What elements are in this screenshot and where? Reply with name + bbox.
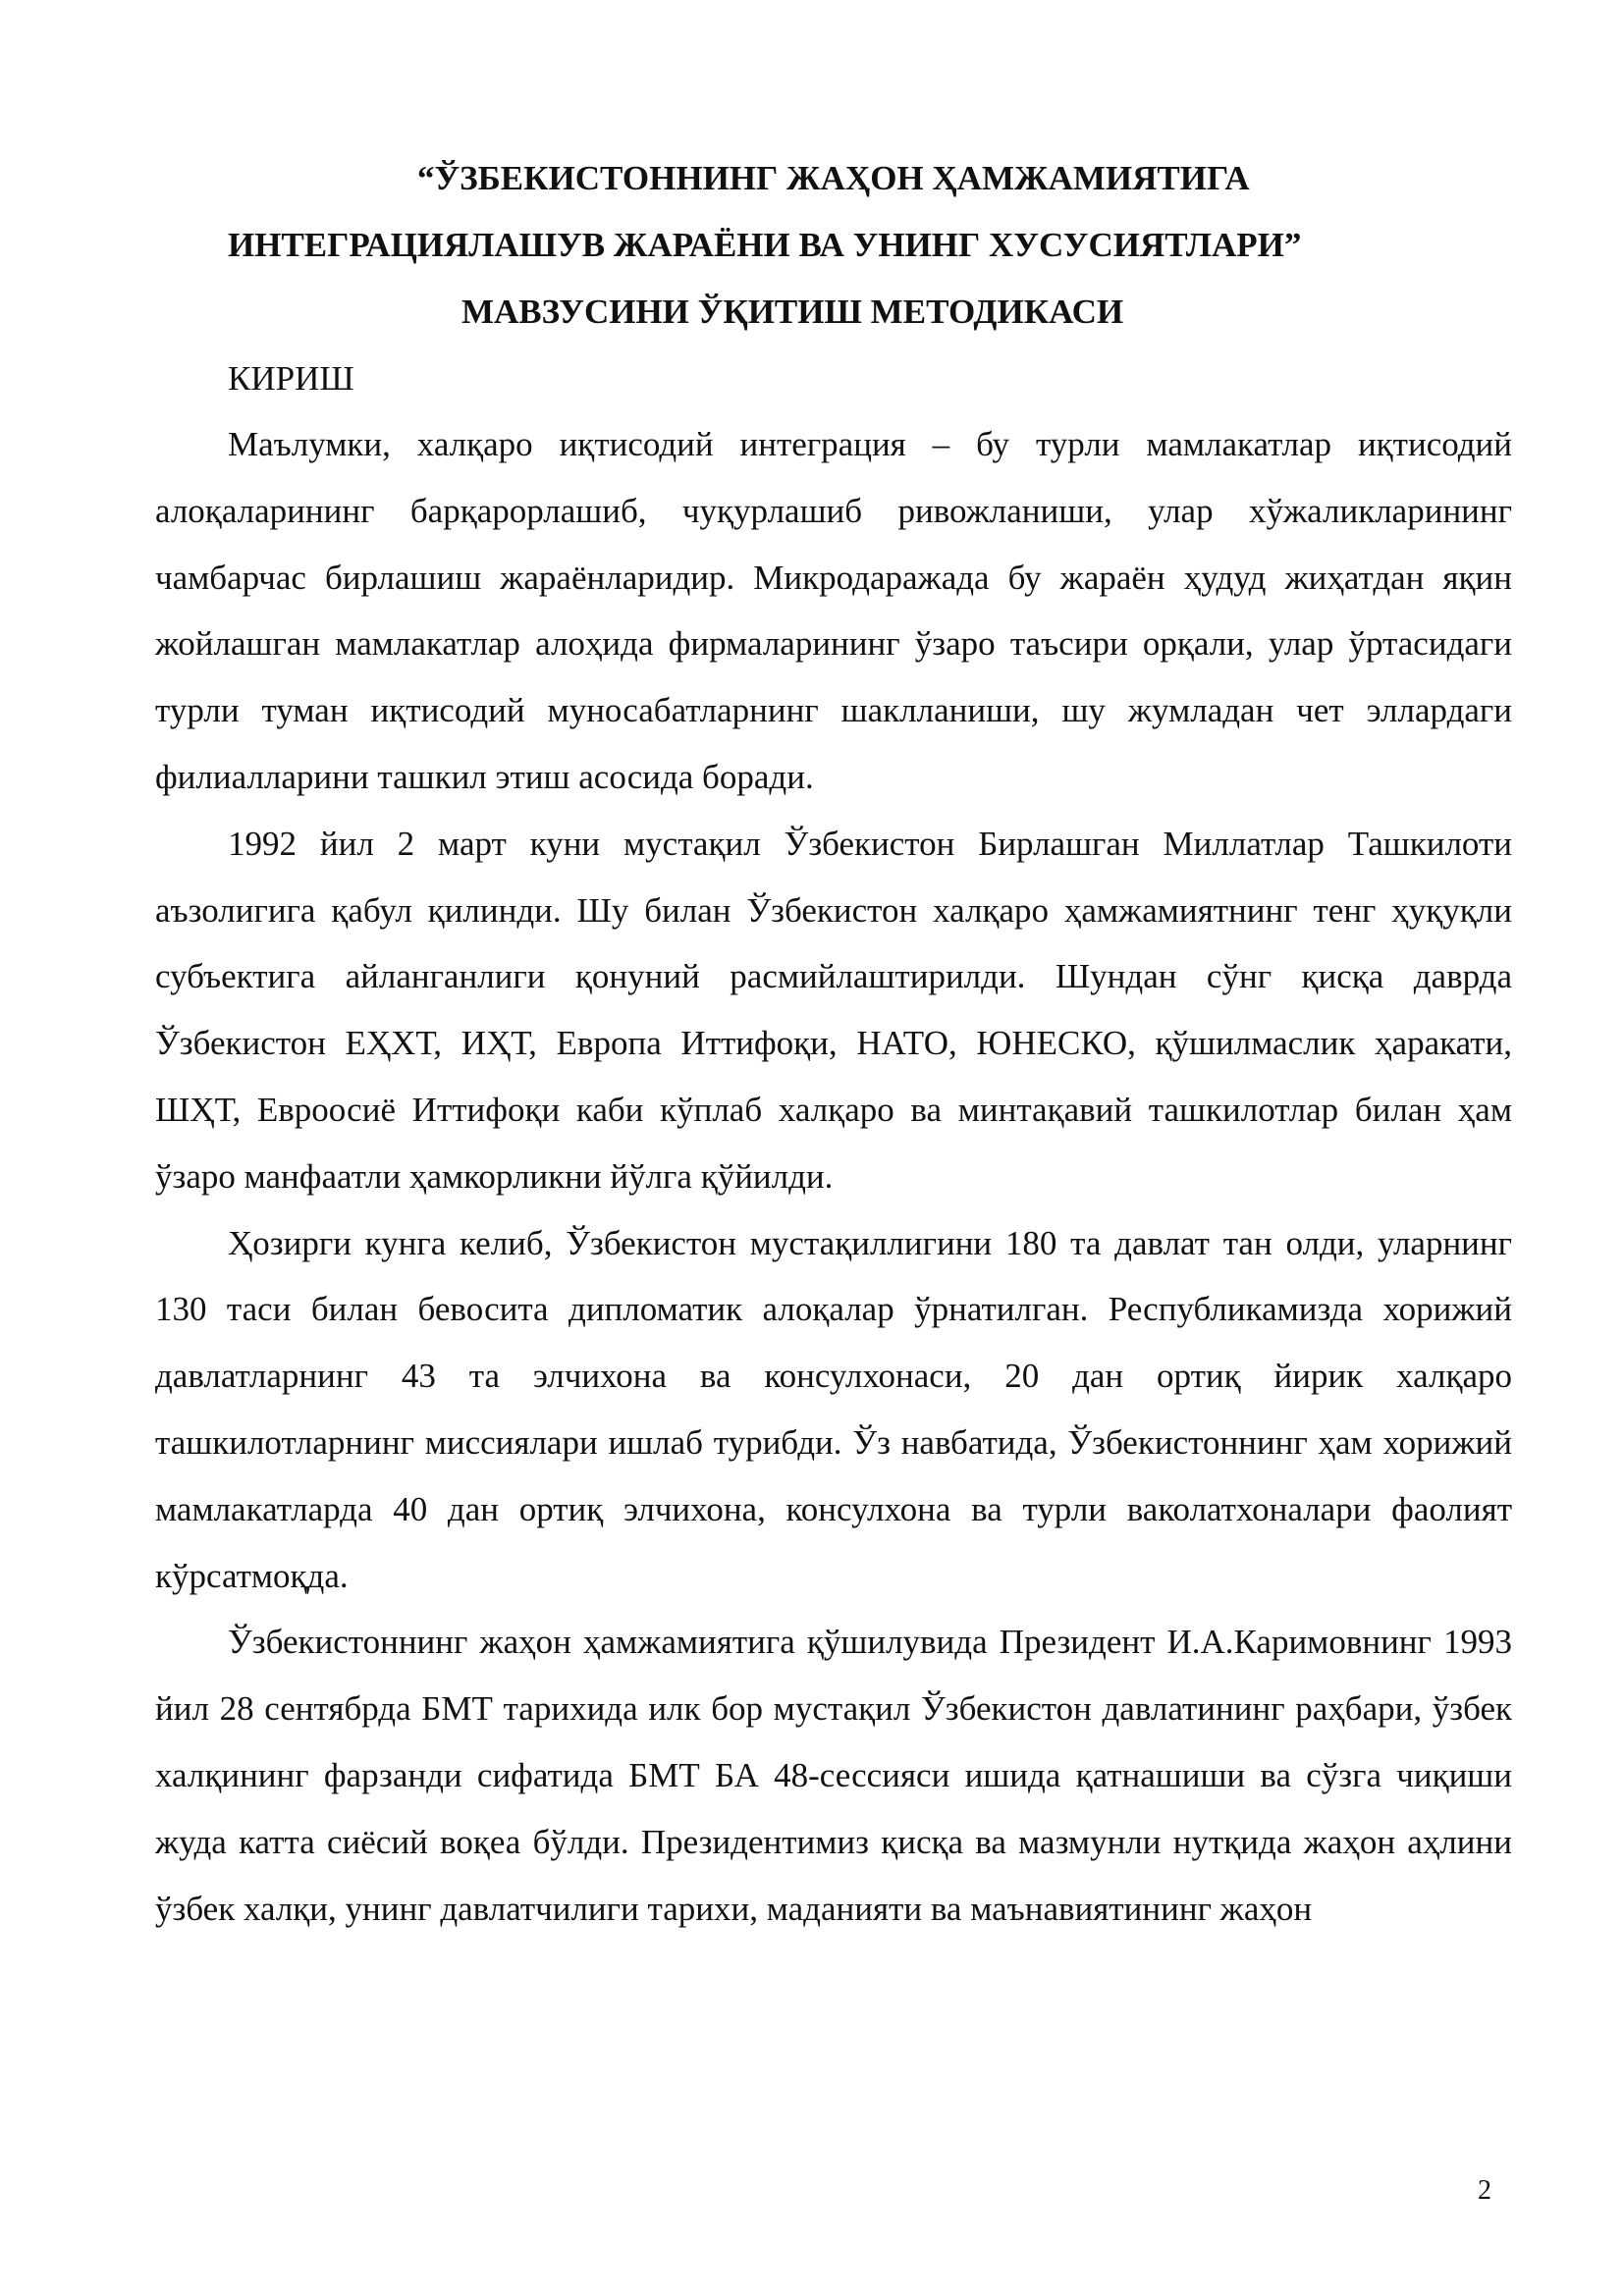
document-title-line-1: “ЎЗБЕКИСТОННИНГ ЖАҲОН ҲАМЖАМИЯТИГА (417, 159, 1250, 197)
paragraph-3: Ҳозирги кунга келиб, Ўзбекистон мустақиллигини 180 та давлат тан олди, уларнинг 130 таси билан бевосита дипломатик алоқалар ўрнатилган. Республикамизда хорижий давлатларнинг 43 та элчихона ва консулхонаси, 20 дан ортиқ йирик халқаро ташкилотларнинг миссиялари ишлаб турибди. Ўз навбатида, Ўзбекистоннинг ҳам хорижий мамлакатларда 40 дан ортиқ элчихона, консулхона ва турли ваколатхоналари фаолият кўрсатмоқда. (155, 1223, 1512, 1595)
page-number: 2 (1478, 2175, 1491, 2206)
paragraph-2: 1992 йил 2 март куни мустақил Ўзбекистон Бирлашган Миллатлар Ташкилоти аъзолигига қабул қилинди. Шу билан Ўзбекистон халқаро ҳамжамиятнинг тенг ҳуқуқли субъектига айланганлиги қонуний расмийлаштирилди. Шундан сўнг қисқа даврда Ўзбекистон ЕҲХТ, ИҲТ, Европа Иттифоқи, НАТО, ЮНЕСКО, қўшилмаслик ҳаракати, ШҲТ, Евроосиё Иттифоқи каби кўплаб халқаро ва минтақавий ташкилотлар билан ҳам ўзаро манфаатли ҳамкорликни йўлга қўйилди. (155, 824, 1512, 1196)
section-heading: КИРИШ (228, 359, 354, 398)
document-body (155, 411, 1512, 1942)
document-title-line-3: МАВЗУСИНИ ЎҚИТИШ МЕТОДИКАСИ (461, 293, 1124, 331)
paragraph-4: Ўзбекистоннинг жаҳон ҳамжамиятига қўшилувида Президент И.А.Каримовнинг 1993 йил 28 сентябрда БМТ тарихида илк бор мустақил Ўзбекистон давлатининг раҳбари, ўзбек халқининг фарзанди сифатида БМТ БА 48-сессияси ишида қатнашиши ва сўзга чиқиши жуда катта сиёсий воқеа бўлди. Президентимиз қисқа ва мазмунли нутқида жаҳон аҳлини ўзбек халқи, унинг давлатчилиги тарихи, маданияти ва маънавиятининг жаҳон (155, 1623, 1512, 1928)
document-title-line-2: ИНТЕГРАЦИЯЛАШУВ ЖАРАЁНИ ВА УНИНГ ХУСУСИЯТЛАРИ” (228, 226, 1302, 264)
paragraph-1: Маълумки, халқаро иқтисодий интеграция – бу турли мамлакатлар иқтисодий алоқаларининг барқарорлашиб, чуқурлашиб ривожланиши, улар хўжаликларининг чамбарчас бирлашиш жараёнларидир. Микродаражада бу жараён ҳудуд жиҳатдан яқин жойлашган мамлакатлар алоҳида фирмаларининг ўзаро таъсири орқали, улар ўртасидаги турли туман иқтисодий муносабатларнинг шаклланиши, шу жумладан чет эллардаги филиалларини ташкил этиш асосида боради. (155, 425, 1512, 796)
